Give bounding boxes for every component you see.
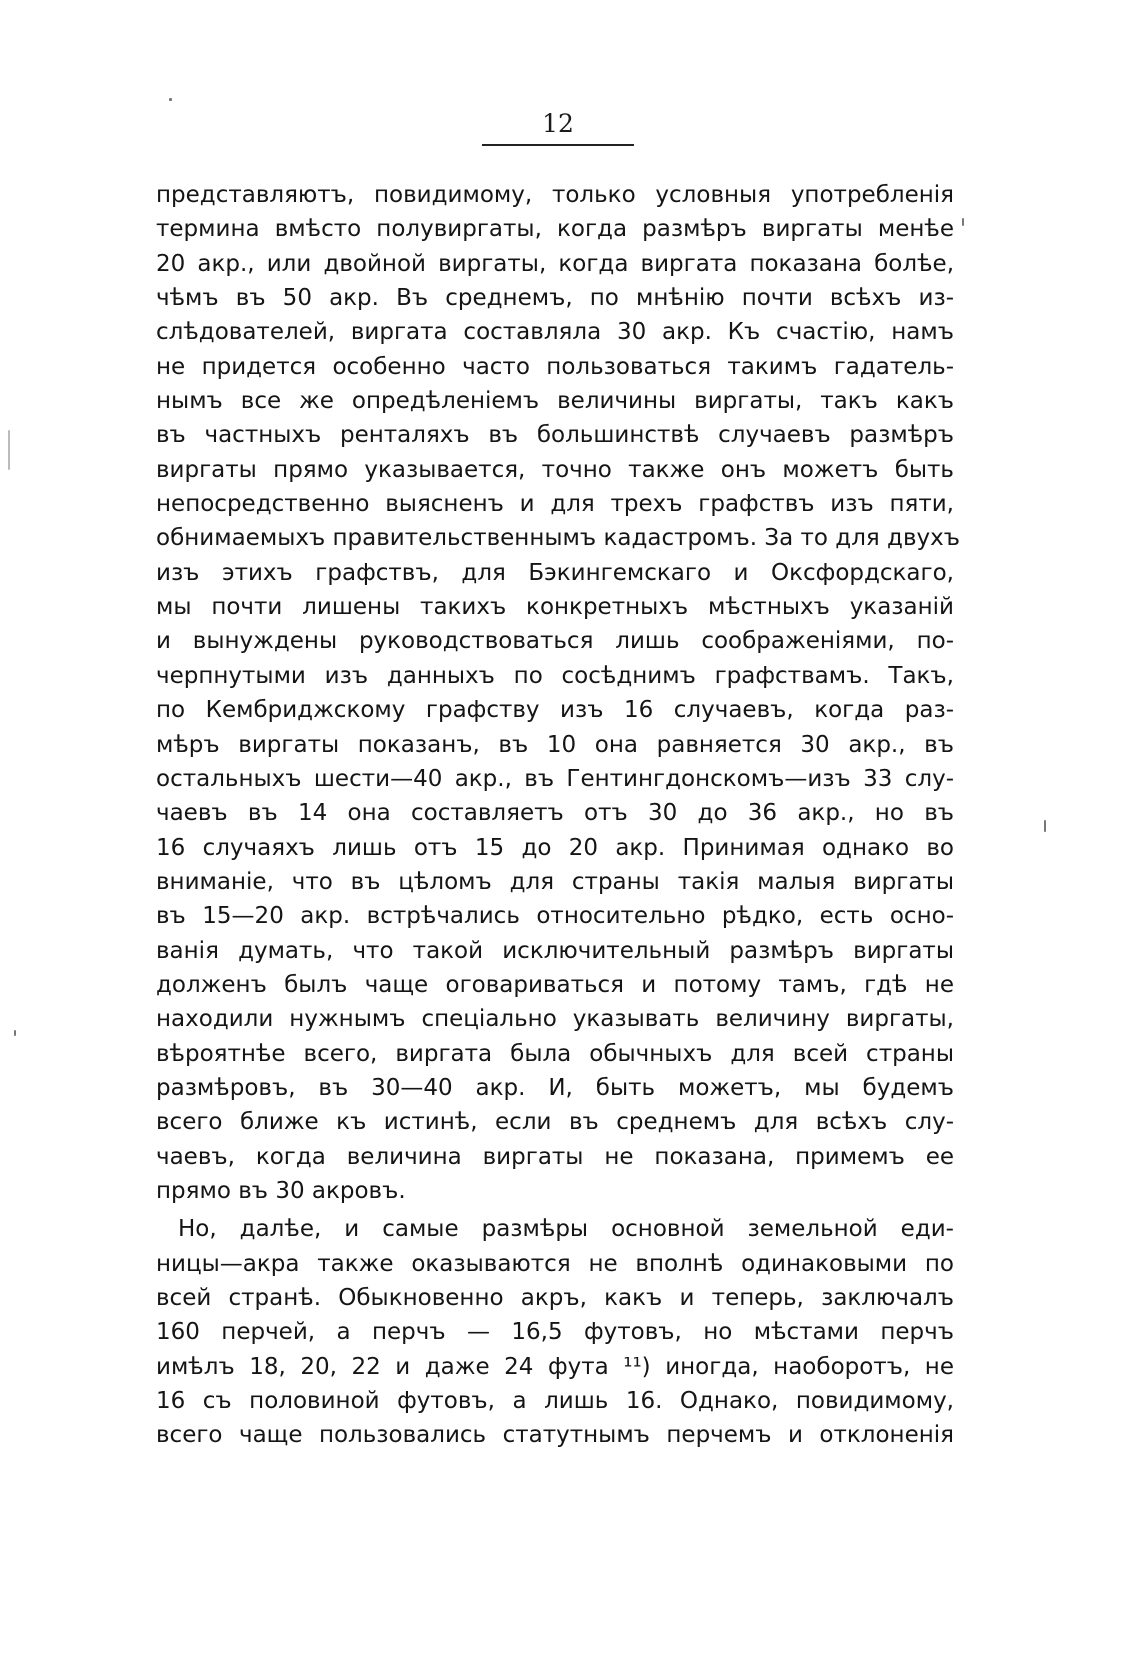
text-line: 16 случаяхъ лишь отъ 15 до 20 акр. Принимая однако во (156, 834, 954, 861)
text-line: термина вмѣсто полувиргаты, когда размѣръ виргаты менѣе (156, 216, 954, 243)
text-line: по Кембриджскому графству изъ 16 случаевъ, когда раз- (156, 697, 954, 724)
scan-speck (1044, 820, 1046, 832)
text-line: 160 перчей, а перчъ — 16,5 футовъ, но мѣстами перчъ (156, 1319, 954, 1346)
text-line: размѣровъ, въ 30—40 акр. И, быть можетъ, мы будемъ (156, 1074, 954, 1101)
text-line: чаевъ, когда величина виргаты не показана, примемъ ее (156, 1143, 954, 1170)
text-line: всей странѣ. Обыкновенно акръ, какъ и теперь, заключалъ (156, 1285, 954, 1311)
text-line: всего ближе къ истинѣ, если въ среднемъ для всѣхъ слу- (156, 1109, 954, 1136)
text-line: виргаты прямо указывается, точно также онъ можетъ быть (156, 456, 954, 483)
text-line: имѣлъ 18, 20, 22 и даже 24 фута ¹¹) иногда, наоборотъ, не (156, 1353, 954, 1380)
text-line: всего чаще пользовались статутнымъ перчемъ и отклоненія (156, 1422, 954, 1449)
text-line: въ частныхъ ренталяхъ въ большинствѣ случаевъ размѣръ (156, 422, 954, 449)
text-line: нымъ все же опредѣленіемъ величины виргаты, такъ какъ (156, 388, 954, 415)
text-line: мы почти лишены такихъ конкретныхъ мѣстныхъ указаній (156, 594, 954, 621)
page-number: 12 (542, 109, 574, 138)
text-line: мѣръ виргаты показанъ, въ 10 она равняется 30 акр., въ (156, 731, 954, 758)
text-line: 16 съ половиной футовъ, а лишь 16. Однако, повидимому, (156, 1388, 954, 1415)
text-line: представляютъ, повидимому, только условныя употребленія (156, 182, 954, 208)
text-line: чѣмъ въ 50 акр. Въ среднемъ, по мнѣнію почти всѣхъ из- (156, 285, 954, 312)
paragraph-2 (156, 1212, 954, 1452)
text-line: чаевъ въ 14 она составляетъ отъ 30 до 36 акр., но въ (156, 800, 954, 827)
text-line: изъ этихъ графствъ, для Бэкингемскаго и Оксфордскаго, (156, 559, 954, 586)
text-line: непосредственно выясненъ и для трехъ графствъ изъ пяти, (156, 491, 954, 518)
text-line: обнимаемыхъ правительственнымъ кадастромъ. За то для двухъ (156, 525, 960, 552)
scan-speck (8, 430, 10, 470)
paragraph-1 (156, 178, 960, 1208)
text-line: Но, далѣе, и самые размѣры основной земельной еди- (178, 1216, 954, 1243)
text-line: вѣроятнѣе всего, виргата была обычныхъ для всей страны (156, 1040, 954, 1067)
text-line: 20 акр., или двойной виргаты, когда виргата показана болѣе, (156, 250, 954, 277)
text-line: ницы—акра также оказываются не вполнѣ одинаковыми по (156, 1250, 954, 1277)
body-text (156, 178, 960, 1453)
text-line: слѣдователей, виргата составляла 30 акр. Къ счастію, намъ (156, 319, 954, 346)
text-line: въ 15—20 акр. встрѣчались относительно рѣдко, есть осно- (156, 903, 954, 930)
scan-speck (14, 1030, 16, 1036)
text-line: и вынуждены руководствоваться лишь соображеніями, по- (156, 628, 954, 655)
text-line: остальныхъ шести—40 акр., въ Гентингдонскомъ—изъ 33 слу- (156, 765, 954, 792)
scan-speck (169, 98, 172, 101)
text-line: долженъ былъ чаще оговариваться и потому тамъ, гдѣ не (156, 971, 954, 998)
text-line: черпнутыми изъ данныхъ по сосѣднимъ графствамъ. Такъ, (156, 662, 954, 689)
text-line: не придется особенно часто пользоваться такимъ гадатель- (156, 353, 954, 380)
scan-speck (962, 218, 964, 226)
text-line: находили нужнымъ спеціально указывать величину виргаты, (156, 1006, 954, 1033)
text-line: вниманіе, что въ цѣломъ для страны такія малыя виргаты (156, 868, 954, 895)
text-line: ванія думать, что такой исключительный размѣръ виргаты (156, 937, 954, 964)
text-line: прямо въ 30 акровъ. (156, 1177, 406, 1204)
page-number-rule (482, 144, 634, 146)
